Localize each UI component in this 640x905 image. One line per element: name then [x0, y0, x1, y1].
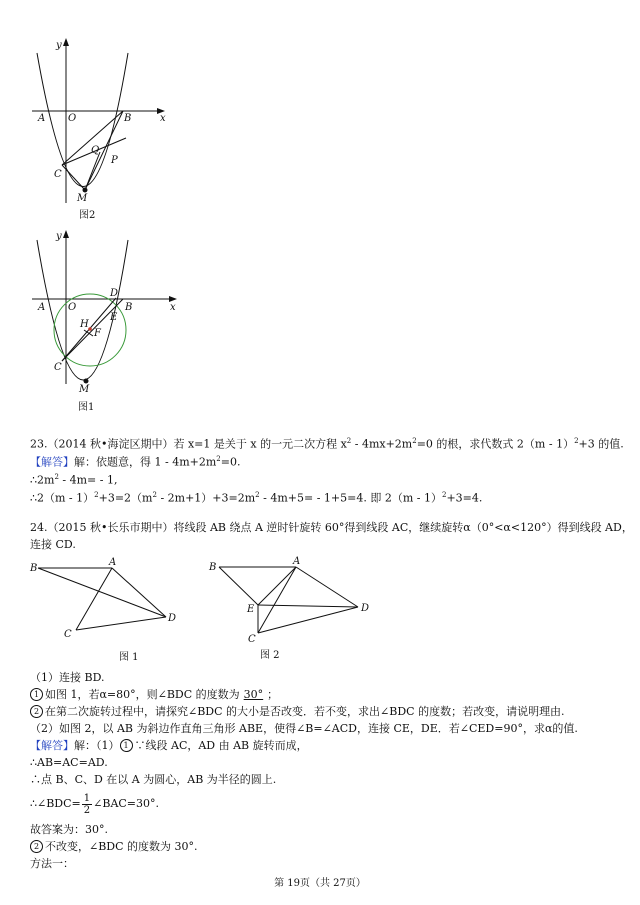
segment-ad	[112, 568, 166, 617]
circled-number: 1	[30, 688, 43, 701]
figure-caption: 图1	[78, 402, 95, 413]
q23-solution-3: ∴2（m - $1)^2+3=2(m^2 - 2m+1)+3=2m^2 - 4m+5= - 1+5=4$. 即 2（m - 1）$^2$+3=4.	[30, 491, 483, 505]
label-e: E	[247, 604, 255, 615]
q24-solution-2: ∴AB=AC=AD.	[30, 756, 108, 769]
label-d: D	[361, 603, 370, 614]
segment-bd	[38, 568, 166, 617]
circled-number: 2	[30, 840, 43, 853]
figure-2-parabola	[32, 42, 160, 203]
arrow-head	[63, 230, 69, 238]
q23-solution-2: $\therefore 2m^2 - 4m= - 1$,	[30, 473, 118, 487]
segment-ad	[296, 567, 358, 607]
point-m-dot	[84, 379, 89, 384]
q24-figure-2	[219, 567, 358, 633]
figure-caption: 图2	[79, 210, 96, 221]
answer-blank: 30°	[243, 688, 264, 701]
segment-be	[219, 567, 258, 605]
q24-part-2: （2）如图 2，以 AB 为斜边作直角三角形 ABE，使得∠B=∠ACD，连接 CE，DE．若∠CED=90°，求α的值.	[30, 722, 578, 735]
solution-tag: 【解答】	[30, 739, 74, 752]
q24-solution-6: 2 不改变，∠BDC 的度数为 30°.	[30, 839, 198, 855]
circled-number: 1	[120, 739, 133, 752]
label-c: C	[64, 629, 72, 640]
q24-solution-4: ∴∠BDC= $\frac{1}{2}$ ∠BAC=30°.	[30, 792, 160, 816]
figure-caption: 图 1	[119, 652, 139, 663]
parabola-curve	[37, 53, 128, 187]
q24-figure-1	[38, 568, 166, 630]
q24-solution-7: 方法一：	[30, 857, 74, 870]
label-e: E	[110, 312, 118, 323]
segment-ac	[76, 568, 112, 630]
label-a: A	[38, 113, 46, 124]
label-d: D	[110, 288, 119, 299]
label-o: O	[68, 113, 77, 124]
label-y: y	[56, 231, 62, 242]
label-o: O	[68, 302, 77, 313]
label-b: B	[125, 302, 133, 313]
q24-stem-2: 连接 CD.	[30, 538, 76, 551]
fraction: $\frac{1}{2}$	[83, 792, 91, 816]
segment-cd	[258, 607, 358, 633]
solution-tag: 【解答】	[30, 455, 74, 469]
label-b: B	[30, 563, 38, 574]
q24-part-1: （1）连接 BD.	[30, 671, 105, 684]
q24-solution-1: 【解答】解：（1） 1 ∵线段 AC，AD 由 AB 旋转而成，	[30, 739, 308, 752]
label-a: A	[109, 557, 117, 568]
q24-part-1a: 1 如图 1，若α=80°，则∠BDC 的度数为 30° ；	[30, 687, 278, 703]
label-x: x	[170, 302, 176, 313]
segment-cd	[76, 617, 166, 630]
point-m-dot	[83, 188, 88, 193]
circled-number: 2	[30, 705, 43, 718]
segment-cm	[62, 165, 85, 190]
parabola-curve	[37, 240, 128, 380]
label-d: D	[168, 613, 177, 624]
q24-stem-1: 24.（2015 秋•长乐市期中）将线段 AB 绕点 A 逆时针旋转 60°得到线段 AC，继续旋转α（0°<α<120°）得到线段 AD，	[30, 521, 633, 534]
label-c: C	[54, 362, 62, 373]
label-a: A	[38, 302, 46, 313]
point-h-dot	[88, 327, 92, 331]
q24-solution-5: 故答案为：30°.	[30, 823, 108, 836]
label-x: x	[160, 113, 166, 124]
label-b: B	[209, 562, 217, 573]
segment-qm	[85, 152, 100, 190]
figure-caption: 图 2	[260, 650, 280, 661]
arrow-head	[63, 38, 69, 46]
label-y: y	[56, 40, 62, 51]
label-m: M	[77, 193, 88, 204]
q24-part-1b: 2 在第二次旋转过程中，请探究∠BDC 的大小是否改变．若不变，求出∠BDC 的度数；若改变，请说明理由.	[30, 704, 565, 720]
label-h: H	[80, 319, 89, 330]
q24-solution-3: ∴点 B、C、D 在以 A 为圆心，AB 为半径的圆上.	[30, 773, 277, 786]
label-c: C	[54, 169, 62, 180]
label-c: C	[248, 634, 256, 645]
page-footer: 第 19页（共 27页）	[274, 878, 366, 889]
label-p: P	[111, 155, 118, 166]
q23-stem: 23.（2014 秋•海淀区期中）若 x=1 是关于 x 的一元二次方程 $x^2 - 4mx+2m^2=0$ 的根，求代数式 2（m - 1）$^2$+3 的值.	[30, 437, 624, 451]
label-f: F	[94, 328, 101, 339]
q23-solution-1: 【解答】解：依题意，得 $1 - 4m+2m^2=0$.	[30, 455, 241, 469]
label-m: M	[79, 384, 90, 395]
label-b: B	[124, 113, 132, 124]
label-q: Q	[91, 145, 100, 156]
figure-1-parabola-circle	[32, 234, 172, 384]
label-a: A	[293, 556, 301, 567]
